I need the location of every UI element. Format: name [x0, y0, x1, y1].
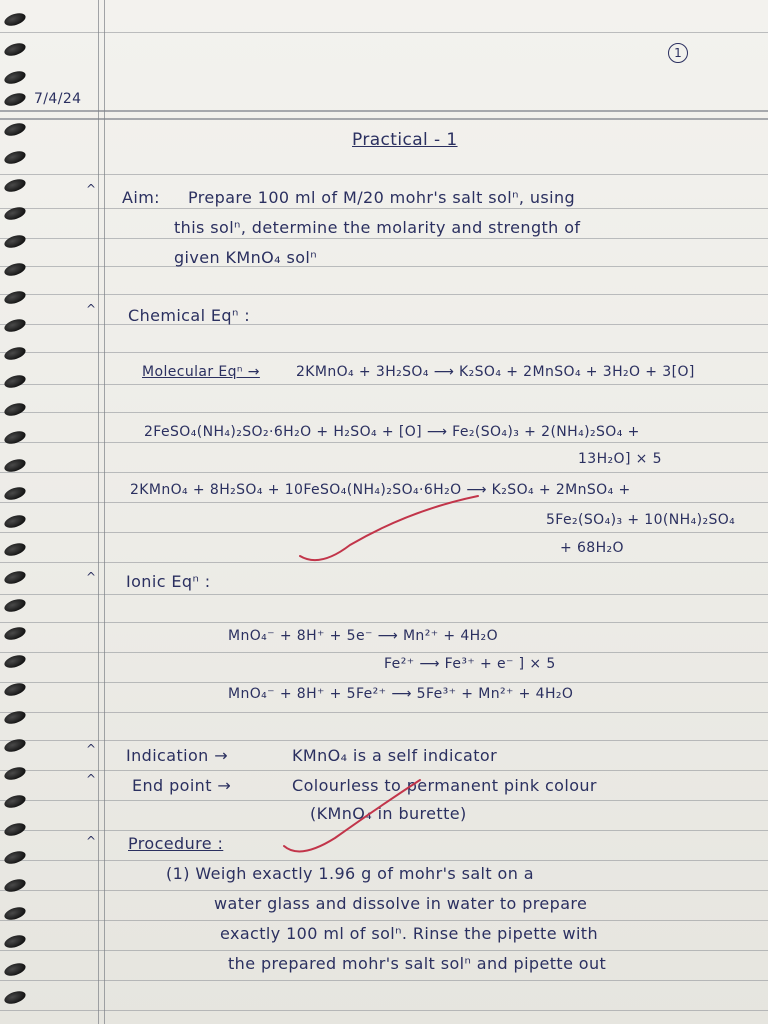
ionic-eq-3: MnO₄⁻ + 8H⁺ + 5Fe²⁺ ⟶ 5Fe³⁺ + Mn²⁺ + 4H₂O	[228, 686, 574, 702]
molecular-eq-2: 2FeSO₄(NH₄)₂SO₂·6H₂O + H₂SO₄ + [O] ⟶ Fe₂(SO₄)₃ + 2(NH₄)₂SO₄ +	[144, 424, 640, 440]
chemical-label: Chemical Eqⁿ :	[128, 306, 251, 325]
molecular-eq-3c: + 68H₂O	[560, 540, 624, 556]
indicator-label: Indication →	[126, 746, 229, 765]
ionic-label: Ionic Eqⁿ :	[126, 572, 211, 591]
endpoint-label: End point →	[132, 776, 232, 795]
procedure-line-2: water glass and dissolve in water to prepare	[214, 894, 588, 913]
bullet-caret: ^	[86, 302, 97, 316]
bullet-caret: ^	[86, 570, 97, 584]
endpoint-text: Colourless to permanent pink colour	[292, 776, 597, 795]
procedure-line-1: (1) Weigh exactly 1.96 g of mohr's salt on a	[166, 864, 534, 883]
page-title: Practical - 1	[352, 130, 458, 150]
indicator-text: KMnO₄ is a self indicator	[292, 746, 498, 765]
molecular-label: Molecular Eqⁿ →	[142, 364, 260, 380]
procedure-line-3: exactly 100 ml of solⁿ. Rinse the pipette with	[220, 924, 599, 943]
molecular-eq-1: 2KMnO₄ + 3H₂SO₄ ⟶ K₂SO₄ + 2MnSO₄ + 3H₂O + 3[O]	[296, 364, 695, 380]
aim-line-2: this solⁿ, determine the molarity and strength of	[174, 218, 581, 237]
aim-line-3: given KMnO₄ solⁿ	[174, 248, 318, 267]
molecular-eq-3: 2KMnO₄ + 8H₂SO₄ + 10FeSO₄(NH₄)₂SO₄·6H₂O ⟶ K₂SO₄ + 2MnSO₄ +	[130, 482, 631, 498]
endpoint-text-2: (KMnO₄ in burette)	[310, 804, 467, 823]
ionic-eq-2: Fe²⁺ ⟶ Fe³⁺ + e⁻ ] × 5	[384, 656, 556, 672]
date: 7/4/24	[34, 91, 82, 107]
bullet-caret: ^	[86, 772, 97, 786]
bullet-caret: ^	[86, 182, 97, 196]
molecular-eq-2b: 13H₂O] × 5	[578, 451, 662, 467]
bullet-caret: ^	[86, 834, 97, 848]
procedure-line-4: the prepared mohr's salt solⁿ and pipette out	[228, 954, 607, 973]
bullet-caret: ^	[86, 742, 97, 756]
ionic-eq-1: MnO₄⁻ + 8H⁺ + 5e⁻ ⟶ Mn²⁺ + 4H₂O	[228, 628, 498, 644]
page-number: 1	[668, 43, 688, 63]
molecular-eq-3b: 5Fe₂(SO₄)₃ + 10(NH₄)₂SO₄	[546, 512, 736, 528]
aim-label: Aim:	[122, 188, 160, 207]
aim-line-1: Prepare 100 ml of M/20 mohr's salt solⁿ, using	[188, 188, 576, 207]
procedure-label: Procedure :	[128, 834, 224, 853]
